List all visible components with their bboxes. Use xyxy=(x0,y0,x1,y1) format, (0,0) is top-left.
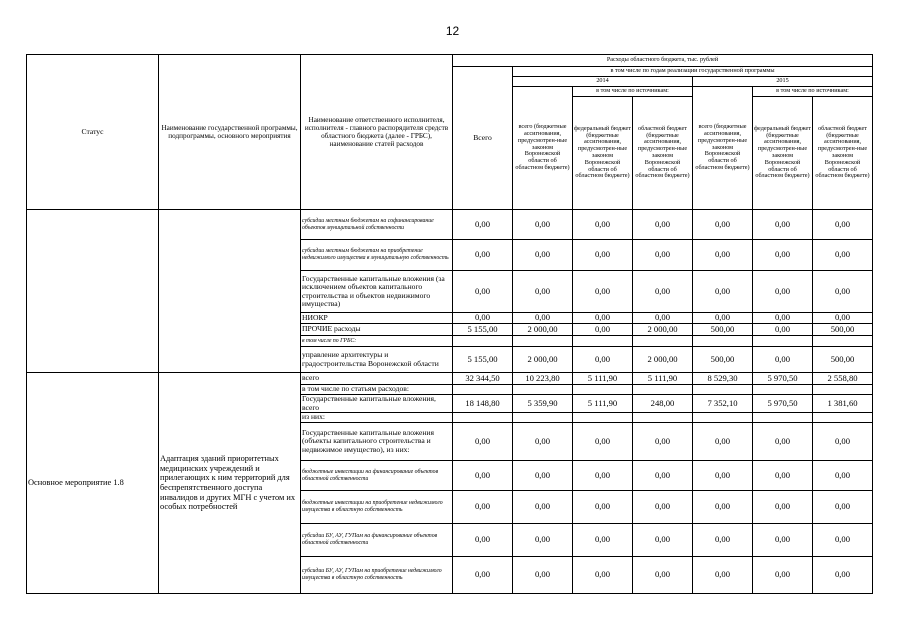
amount-cell: 0,00 xyxy=(573,491,633,524)
expense-item-label: субсидии БУ, АУ, ГУПам на финансирование объектов областной собственности xyxy=(301,524,453,557)
amount-cell: 248,00 xyxy=(633,395,693,413)
header-total: Всего xyxy=(453,67,513,210)
amount-cell: 0,00 xyxy=(453,210,513,240)
amount-cell xyxy=(813,385,873,395)
expense-item-label: управление архитектуры и градостроительства Воронежской области xyxy=(301,347,453,373)
amount-cell: 0,00 xyxy=(693,210,753,240)
amount-cell: 0,00 xyxy=(633,240,693,271)
amount-cell: 1 381,60 xyxy=(813,395,873,413)
amount-cell: 0,00 xyxy=(693,524,753,557)
amount-cell: 0,00 xyxy=(633,524,693,557)
amount-cell xyxy=(693,413,753,423)
amount-cell: 0,00 xyxy=(513,461,573,491)
amount-cell: 0,00 xyxy=(453,240,513,271)
header-2014-total: всего (бюджетные ассигнования, предусмотрен-ные законом Воронежской области об областном бюджете) xyxy=(513,87,573,210)
amount-cell: 0,00 xyxy=(513,210,573,240)
header-2014-sources: в том числе по источникам: xyxy=(573,87,693,97)
amount-cell: 0,00 xyxy=(573,557,633,594)
amount-cell: 0,00 xyxy=(693,491,753,524)
header-name: Наименование государственной программы, подпрограммы, основного мероприятия xyxy=(159,55,301,210)
amount-cell xyxy=(573,336,633,347)
amount-cell: 0,00 xyxy=(453,557,513,594)
amount-cell: 0,00 xyxy=(813,210,873,240)
header-2015-sources: в том числе по источникам: xyxy=(753,87,873,97)
amount-cell xyxy=(693,336,753,347)
amount-cell: 0,00 xyxy=(693,461,753,491)
amount-cell xyxy=(573,385,633,395)
activity-name: Адаптация зданий приоритетных медицинских учреждений и прилегающих к ним территорий для беспрепятственного доступа инвалидов и других МГН с учетом их особых потребностей xyxy=(159,373,301,594)
amount-cell: 0,00 xyxy=(513,313,573,324)
expense-item-label: Государственные капитальные вложения (объекты капитального строительства и недвижимое имущество), из них: xyxy=(301,423,453,461)
amount-cell: 0,00 xyxy=(813,524,873,557)
amount-cell: 2 000,00 xyxy=(633,324,693,336)
amount-cell: 0,00 xyxy=(753,423,813,461)
amount-cell xyxy=(633,385,693,395)
amount-cell: 0,00 xyxy=(753,313,813,324)
amount-cell xyxy=(813,413,873,423)
amount-cell: 0,00 xyxy=(693,271,753,313)
expense-item-label: в том числе по ГРБС: xyxy=(301,336,453,347)
expense-item-label: ПРОЧИЕ расходы xyxy=(301,324,453,336)
expense-item-label: субсидии местным бюджетам на приобретение недвижимого имущества в муниципальную собственность xyxy=(301,240,453,271)
header-2015-federal: федеральный бюджет (бюджетные ассигнования, предусмотрен-ные законом Воронежской области об областном бюджете) xyxy=(753,97,813,210)
amount-cell: 0,00 xyxy=(753,210,813,240)
amount-cell: 2 558,80 xyxy=(813,373,873,385)
expense-item-label: в том числе по статьям расходов: xyxy=(301,385,453,395)
amount-cell: 18 148,80 xyxy=(453,395,513,413)
amount-cell: 500,00 xyxy=(813,347,873,373)
amount-cell: 0,00 xyxy=(573,524,633,557)
table-body xyxy=(27,210,873,594)
amount-cell: 0,00 xyxy=(513,271,573,313)
amount-cell: 0,00 xyxy=(813,240,873,271)
amount-cell: 0,00 xyxy=(573,347,633,373)
amount-cell xyxy=(753,385,813,395)
amount-cell: 5 155,00 xyxy=(453,347,513,373)
amount-cell xyxy=(453,336,513,347)
amount-cell xyxy=(753,336,813,347)
page-number: 12 xyxy=(445,24,460,38)
expense-item-label: Государственные капитальные вложения, всего xyxy=(301,395,453,413)
amount-cell xyxy=(693,385,753,395)
amount-cell: 0,00 xyxy=(573,271,633,313)
amount-cell: 0,00 xyxy=(513,423,573,461)
amount-cell: 0,00 xyxy=(633,271,693,313)
amount-cell: 0,00 xyxy=(573,423,633,461)
amount-cell: 2 000,00 xyxy=(513,324,573,336)
expense-item-label: из них: xyxy=(301,413,453,423)
header-2014-federal: федеральный бюджет (бюджетные ассигнования, предусмотрен-ные законом Воронежской области об областном бюджете) xyxy=(573,97,633,210)
table-row xyxy=(27,210,873,240)
amount-cell: 500,00 xyxy=(693,347,753,373)
amount-cell: 0,00 xyxy=(753,347,813,373)
amount-cell: 0,00 xyxy=(453,461,513,491)
amount-cell xyxy=(513,385,573,395)
header-executor: Наименование ответственного исполнителя, исполнителя - главного распорядителя средств областного бюджета (далее - ГРБС), наименование статей расходов xyxy=(301,55,453,210)
amount-cell: 5 111,90 xyxy=(633,373,693,385)
amount-cell xyxy=(573,413,633,423)
amount-cell: 0,00 xyxy=(633,210,693,240)
amount-cell: 0,00 xyxy=(813,557,873,594)
amount-cell: 5 155,00 xyxy=(453,324,513,336)
amount-cell: 5 359,90 xyxy=(513,395,573,413)
amount-cell: 0,00 xyxy=(453,423,513,461)
header-by-years: в том числе по годам реализации государственной программы xyxy=(513,67,873,77)
amount-cell: 0,00 xyxy=(513,524,573,557)
amount-cell: 0,00 xyxy=(633,557,693,594)
amount-cell: 0,00 xyxy=(513,557,573,594)
amount-cell: 8 529,30 xyxy=(693,373,753,385)
amount-cell xyxy=(513,413,573,423)
expense-item-label: всего xyxy=(301,373,453,385)
amount-cell: 0,00 xyxy=(573,313,633,324)
amount-cell: 0,00 xyxy=(573,324,633,336)
amount-cell: 0,00 xyxy=(813,271,873,313)
amount-cell: 10 223,80 xyxy=(513,373,573,385)
amount-cell xyxy=(813,336,873,347)
amount-cell: 0,00 xyxy=(453,524,513,557)
amount-cell xyxy=(453,385,513,395)
header-status: Статус xyxy=(27,55,159,210)
amount-cell: 0,00 xyxy=(753,240,813,271)
amount-cell: 0,00 xyxy=(813,461,873,491)
amount-cell: 0,00 xyxy=(513,491,573,524)
expense-item-label: Государственные капитальные вложения (за исключением объектов капитального строительства и объектов недвижимого имущества) xyxy=(301,271,453,313)
header-2015-total: всего (бюджетные ассигнования, предусмотрен-ные законом Воронежской области об областном бюджете) xyxy=(693,87,753,210)
amount-cell: 0,00 xyxy=(453,271,513,313)
amount-cell: 0,00 xyxy=(693,557,753,594)
header-2014-regional: областной бюджет (бюджетные ассигнования, предусмотрен-ные законом Воронежской области об областном бюджете) xyxy=(633,97,693,210)
amount-cell: 5 111,90 xyxy=(573,373,633,385)
expense-item-label: НИОКР xyxy=(301,313,453,324)
amount-cell: 0,00 xyxy=(633,423,693,461)
amount-cell: 0,00 xyxy=(813,423,873,461)
amount-cell: 0,00 xyxy=(753,557,813,594)
amount-cell: 0,00 xyxy=(753,271,813,313)
amount-cell: 0,00 xyxy=(813,313,873,324)
amount-cell xyxy=(753,413,813,423)
amount-cell: 0,00 xyxy=(633,461,693,491)
amount-cell: 2 000,00 xyxy=(513,347,573,373)
expense-item-label: субсидии БУ, АУ, ГУПам на приобретение недвижимого имущества в областную собственность xyxy=(301,557,453,594)
amount-cell xyxy=(633,336,693,347)
amount-cell: 500,00 xyxy=(813,324,873,336)
header-year-2015: 2015 xyxy=(693,77,873,87)
amount-cell: 0,00 xyxy=(573,240,633,271)
amount-cell xyxy=(633,413,693,423)
expense-item-label: субсидии местным бюджетам на софинансирование объектов муниципальной собственности xyxy=(301,210,453,240)
amount-cell: 0,00 xyxy=(753,461,813,491)
amount-cell: 0,00 xyxy=(633,491,693,524)
amount-cell: 32 344,50 xyxy=(453,373,513,385)
expense-item-label: бюджетные инвестиции на финансирование объектов областной собственности xyxy=(301,461,453,491)
amount-cell: 5 111,90 xyxy=(573,395,633,413)
amount-cell: 5 970,50 xyxy=(753,395,813,413)
amount-cell: 0,00 xyxy=(753,324,813,336)
amount-cell: 5 970,50 xyxy=(753,373,813,385)
amount-cell: 0,00 xyxy=(513,240,573,271)
amount-cell xyxy=(453,413,513,423)
amount-cell: 0,00 xyxy=(753,524,813,557)
status-cell-empty xyxy=(27,210,159,373)
amount-cell: 2 000,00 xyxy=(633,347,693,373)
amount-cell: 0,00 xyxy=(693,240,753,271)
amount-cell: 0,00 xyxy=(573,210,633,240)
amount-cell: 0,00 xyxy=(813,491,873,524)
amount-cell: 0,00 xyxy=(453,491,513,524)
name-cell-empty xyxy=(159,210,301,373)
amount-cell: 0,00 xyxy=(573,461,633,491)
header-expenses: Расходы областного бюджета, тыс. рублей xyxy=(453,55,873,67)
amount-cell xyxy=(513,336,573,347)
amount-cell: 0,00 xyxy=(693,313,753,324)
amount-cell: 0,00 xyxy=(753,491,813,524)
amount-cell: 0,00 xyxy=(633,313,693,324)
header-year-2014: 2014 xyxy=(513,77,693,87)
amount-cell: 0,00 xyxy=(453,313,513,324)
table-row xyxy=(27,373,873,385)
amount-cell: 0,00 xyxy=(693,423,753,461)
amount-cell: 7 352,10 xyxy=(693,395,753,413)
activity-status: Основное мероприятие 1.8 xyxy=(27,373,159,594)
budget-table xyxy=(26,54,873,594)
header-2015-regional: областной бюджет (бюджетные ассигнования, предусмотрен-ные законом Воронежской области об областном бюджете) xyxy=(813,97,873,210)
expense-item-label: бюджетные инвестиции на приобретение недвижимого имущества в областную собственность xyxy=(301,491,453,524)
amount-cell: 500,00 xyxy=(693,324,753,336)
